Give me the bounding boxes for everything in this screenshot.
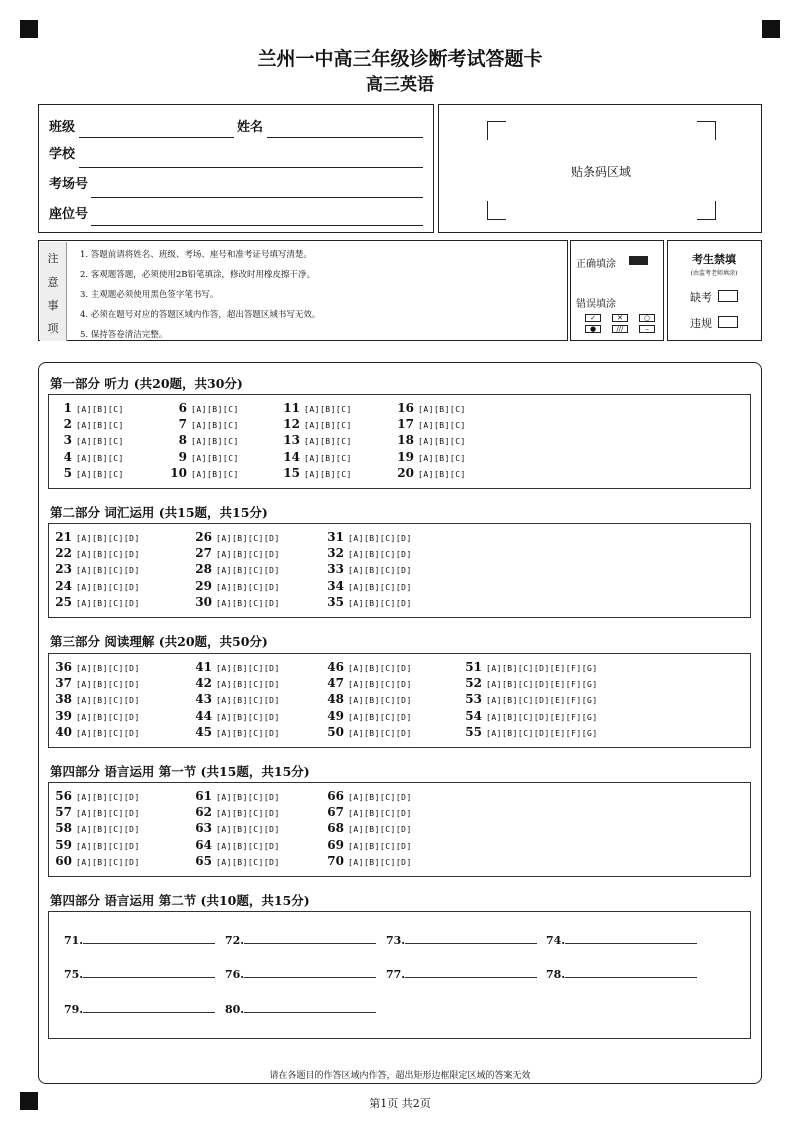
question-row (460, 676, 598, 690)
question-row (50, 433, 124, 447)
answer-options[interactable]: [A][B][C][D] (76, 712, 140, 722)
question-number: 15 (283, 465, 300, 480)
question-number: 28 (195, 562, 212, 577)
answer-options[interactable]: [A][B][C] (304, 437, 352, 447)
fill-blank[interactable] (225, 1002, 376, 1016)
fill-blank-line[interactable] (244, 1002, 376, 1013)
answer-options[interactable]: [A][B][C][D] (76, 825, 140, 835)
fill-blank-number: 76. (225, 968, 245, 981)
note-item: 5. 保持答卷清洁完整。 (80, 330, 168, 340)
question-number: 35 (327, 594, 344, 609)
question-number: 17 (397, 417, 414, 432)
question-number: 30 (195, 594, 212, 609)
fill-blank[interactable] (386, 967, 537, 981)
question-row (392, 417, 466, 431)
question-row (460, 660, 598, 674)
question-number: 62 (195, 805, 212, 820)
answer-options[interactable]: [A][B][C] (304, 421, 352, 431)
barcode-area (438, 104, 762, 233)
question-number: 16 (397, 401, 414, 415)
question-number: 67 (327, 805, 344, 820)
answer-options[interactable]: [A][B][C][D] (216, 680, 280, 690)
question-row (322, 530, 412, 544)
answer-options[interactable]: [A][B][C][D] (76, 696, 140, 706)
answer-options[interactable]: [A][B][C][D] (348, 534, 412, 543)
answer-options[interactable]: [A][B][C][D][E][F][G] (486, 696, 598, 706)
fill-blank-number: 73. (386, 934, 406, 947)
question-row (50, 450, 124, 464)
question-row (50, 546, 140, 560)
violation-checkbox[interactable] (718, 316, 738, 328)
question-number: 49 (327, 708, 344, 723)
question-row (50, 821, 140, 835)
question-number: 64 (195, 837, 212, 852)
question-row (278, 433, 352, 447)
answer-options[interactable]: [A][B][C][D] (76, 793, 140, 802)
fill-blank-line[interactable] (244, 933, 376, 944)
question-number: 36 (55, 660, 72, 674)
answer-options[interactable]: [A][B][C][D] (348, 825, 412, 835)
question-number: 50 (327, 724, 344, 739)
question-number: 52 (465, 676, 482, 691)
fill-blank-number: 72. (225, 934, 245, 947)
proctor-box (667, 240, 762, 341)
fill-blank-number: 71. (64, 934, 84, 947)
question-row (392, 433, 466, 447)
question-row (50, 725, 140, 739)
fill-blank-line[interactable] (83, 933, 215, 944)
question-number: 32 (327, 546, 344, 561)
section-title: 第四部分 语言运用 第二节 (共10题，共15分) (50, 893, 310, 908)
answer-options[interactable]: [A][B][C] (304, 453, 352, 463)
question-number: 10 (170, 465, 187, 480)
school-label: 学校 (49, 147, 76, 162)
question-number: 65 (195, 853, 212, 868)
answer-options[interactable]: [A][B][C][D] (216, 598, 280, 608)
cross-mark-icon: ✕ (612, 314, 628, 322)
question-number: 5 (63, 465, 72, 480)
question-number: 4 (63, 449, 72, 464)
question-row (50, 417, 124, 431)
answer-options[interactable]: [A][B][C][D] (216, 809, 280, 819)
notes-side-label: 注 意 事 项 (40, 242, 67, 341)
question-row (322, 676, 412, 690)
question-number: 31 (327, 530, 344, 544)
question-row (165, 417, 239, 431)
fill-blank[interactable] (64, 1002, 215, 1016)
answer-options[interactable]: [A][B][C][D] (76, 841, 140, 851)
answer-options[interactable]: [A][B][C][D] (216, 712, 280, 722)
answer-options[interactable]: [A][B][C] (191, 421, 239, 431)
question-number: 1 (63, 401, 72, 415)
violation-label: 违规 (690, 317, 712, 330)
question-row (190, 725, 280, 739)
wrong-fill-label: 错误填涂 (576, 299, 616, 310)
question-number: 22 (55, 546, 72, 561)
answer-options[interactable]: [A][B][C][D] (216, 582, 280, 592)
question-number: 59 (55, 837, 72, 852)
question-number: 43 (195, 692, 212, 707)
question-row (460, 692, 598, 706)
answer-options[interactable]: [A][B][C][D] (348, 857, 412, 867)
fill-blank-line[interactable] (83, 1002, 215, 1013)
answer-options[interactable]: [A][B][C][D][E][F][G] (486, 712, 598, 722)
question-row (190, 821, 280, 835)
question-number: 6 (178, 401, 187, 415)
answer-options[interactable]: [A][B][C] (191, 437, 239, 447)
answer-options[interactable]: [A][B][C][D] (348, 793, 412, 802)
question-number: 21 (55, 530, 72, 544)
question-row (392, 401, 466, 415)
class-field[interactable] (79, 137, 234, 138)
question-row (190, 709, 280, 723)
fill-blank[interactable] (546, 933, 697, 947)
question-number: 45 (195, 724, 212, 739)
question-number: 2 (63, 417, 72, 432)
question-number: 51 (465, 660, 482, 674)
answer-options[interactable]: [A][B][C][D] (348, 550, 412, 560)
section-title: 第二部分 词汇运用 (共15题，共15分) (50, 505, 268, 520)
question-number: 29 (195, 578, 212, 593)
fill-blank-number: 75. (64, 968, 84, 981)
question-row (50, 676, 140, 690)
answer-options[interactable]: [A][B][C][D] (216, 534, 280, 543)
question-row (322, 854, 412, 868)
question-row (165, 466, 239, 480)
question-row (50, 709, 140, 723)
question-number: 24 (55, 578, 72, 593)
answer-options[interactable]: [A][B][C][D] (216, 841, 280, 851)
fill-blank-number: 78. (546, 968, 566, 981)
question-row (190, 789, 280, 803)
question-row (190, 595, 280, 609)
registration-mark (762, 20, 780, 38)
footer-notice: 请在各题目的作答区域内作答，超出矩形边框限定区域的答案无效 (269, 1071, 531, 1081)
hatch-mark-icon: /// (612, 325, 628, 333)
answer-options[interactable]: [A][B][C][D] (76, 598, 140, 608)
proctor-sub: (由监考老师填涂) (690, 270, 738, 277)
question-row (322, 725, 412, 739)
question-row (190, 546, 280, 560)
fill-blank-number: 80. (225, 1003, 245, 1016)
question-number: 57 (55, 805, 72, 820)
question-number: 9 (178, 449, 187, 464)
fill-blank[interactable] (546, 967, 697, 981)
question-number: 11 (283, 401, 300, 415)
question-row (322, 789, 412, 803)
check-mark-icon: ✓ (585, 314, 601, 322)
answer-options[interactable]: [A][B][C][D] (76, 728, 140, 738)
question-row (322, 546, 412, 560)
question-number: 54 (465, 708, 482, 723)
student-info-box (38, 104, 434, 233)
question-number: 26 (195, 530, 212, 544)
answer-options[interactable]: [A][B][C][D] (348, 582, 412, 592)
answer-options[interactable]: [A][B][C][D] (76, 582, 140, 592)
question-row (190, 660, 280, 674)
question-row (190, 562, 280, 576)
seat-label: 座位号 (49, 207, 89, 222)
question-row (190, 579, 280, 593)
question-number: 46 (327, 660, 344, 674)
question-row (322, 660, 412, 674)
question-number: 37 (55, 676, 72, 691)
proctor-title: 考生禁填 (692, 253, 736, 266)
answer-options[interactable]: [A][B][C][D] (216, 857, 280, 867)
question-row (165, 450, 239, 464)
barcode-label: 贴条码区域 (570, 165, 631, 179)
fill-blank-number: 77. (386, 968, 406, 981)
question-number: 69 (327, 837, 344, 852)
answer-options[interactable]: [A][B][C][D] (216, 696, 280, 706)
question-number: 38 (55, 692, 72, 707)
question-row (190, 805, 280, 819)
answer-options[interactable]: [A][B][C][D][E][F][G] (486, 664, 598, 673)
note-item: 2. 客观题答题，必须使用2B铅笔填涂，修改时用橡皮擦干净。 (80, 270, 315, 280)
question-number: 3 (63, 433, 72, 448)
question-number: 68 (327, 821, 344, 836)
fill-blank-number: 79. (64, 1003, 84, 1016)
answer-options[interactable]: [A][B][C] (418, 437, 466, 447)
question-row (190, 530, 280, 544)
answer-options[interactable]: [A][B][C] (418, 421, 466, 431)
question-row (190, 676, 280, 690)
correct-fill-sample (629, 256, 648, 265)
answer-options[interactable]: [A][B][C][D] (348, 712, 412, 722)
question-row (322, 805, 412, 819)
question-number: 23 (55, 562, 72, 577)
dot-mark-icon: ● (585, 325, 601, 333)
page-title: 兰州一中高三年级诊断考试答题卡 (257, 48, 543, 70)
question-row (278, 466, 352, 480)
answer-options[interactable]: [A][B][C][D] (216, 664, 280, 673)
question-row (322, 562, 412, 576)
question-number: 39 (55, 708, 72, 723)
question-row (278, 417, 352, 431)
answer-options[interactable]: [A][B][C] (76, 469, 124, 479)
note-item: 1. 答题前请将姓名、班级、考场、座号和准考证号填写清楚。 (80, 250, 312, 260)
question-number: 56 (55, 789, 72, 803)
answer-options[interactable]: [A][B][C][D] (76, 534, 140, 543)
fill-example-box (570, 240, 664, 341)
answer-options[interactable]: [A][B][C][D] (76, 857, 140, 867)
answer-options[interactable]: [A][B][C][D] (216, 550, 280, 560)
question-number: 60 (55, 853, 72, 868)
question-row (165, 433, 239, 447)
question-row (50, 562, 140, 576)
absent-checkbox[interactable] (718, 290, 738, 302)
question-row (165, 401, 239, 415)
answer-options[interactable]: [A][B][C] (76, 405, 124, 414)
note-item: 4. 必须在题号对应的答题区域内作答，超出答题区域书写无效。 (80, 310, 321, 320)
question-number: 33 (327, 562, 344, 577)
question-number: 53 (465, 692, 482, 707)
fill-blank[interactable] (64, 967, 215, 981)
fill-blank-line[interactable] (244, 967, 376, 978)
question-number: 48 (327, 692, 344, 707)
name-field[interactable] (267, 137, 423, 138)
answer-options[interactable]: [A][B][C][D] (348, 841, 412, 851)
question-number: 58 (55, 821, 72, 836)
question-row (50, 805, 140, 819)
question-number: 63 (195, 821, 212, 836)
question-row (50, 401, 124, 415)
question-number: 12 (283, 417, 300, 432)
answer-options[interactable]: [A][B][C][D] (348, 728, 412, 738)
registration-mark (20, 20, 38, 38)
fill-blank-line[interactable] (405, 967, 537, 978)
answer-options[interactable]: [A][B][C] (304, 405, 352, 414)
page-subtitle: 高三英语 (366, 75, 434, 95)
answer-options[interactable]: [A][B][C][D] (348, 680, 412, 690)
answer-options[interactable]: [A][B][C][D] (348, 566, 412, 576)
section-title: 第三部分 阅读理解 (共20题，共50分) (50, 634, 268, 649)
answer-options[interactable]: [A][B][C][D] (76, 550, 140, 560)
answer-options[interactable]: [A][B][C][D] (216, 566, 280, 576)
question-number: 34 (327, 578, 344, 593)
room-field[interactable] (91, 197, 423, 198)
answer-options[interactable]: [A][B][C] (304, 469, 352, 479)
question-number: 7 (178, 417, 187, 432)
answer-options[interactable]: [A][B][C] (76, 437, 124, 447)
question-number: 20 (397, 465, 414, 480)
answer-options[interactable]: [A][B][C][D][E][F][G] (486, 680, 598, 690)
answer-options[interactable]: [A][B][C] (418, 469, 466, 479)
question-row (392, 466, 466, 480)
answer-options[interactable]: [A][B][C] (191, 469, 239, 479)
question-row (50, 838, 140, 852)
question-row (50, 530, 140, 544)
question-number: 44 (195, 708, 212, 723)
question-row (322, 579, 412, 593)
question-row (322, 838, 412, 852)
answer-options[interactable]: [A][B][C][D] (216, 825, 280, 835)
question-row (50, 466, 124, 480)
note-item: 3. 主观题必须使用黑色签字笔书写。 (80, 290, 219, 300)
question-number: 18 (397, 433, 414, 448)
answer-options[interactable]: [A][B][C] (191, 405, 239, 414)
question-row (278, 401, 352, 415)
question-number: 42 (195, 676, 212, 691)
question-row (190, 854, 280, 868)
answer-options[interactable]: [A][B][C][D] (76, 566, 140, 576)
section-title: 第四部分 语言运用 第一节 (共15题，共15分) (50, 764, 310, 779)
question-number: 61 (195, 789, 212, 803)
correct-fill-label: 正确填涂 (576, 259, 616, 270)
question-number: 47 (327, 676, 344, 691)
answer-options[interactable]: [A][B][C][D] (348, 598, 412, 608)
page-number: 第1页 共2页 (369, 1097, 431, 1110)
seat-field[interactable] (91, 225, 423, 226)
question-number: 70 (327, 853, 344, 868)
question-number: 41 (195, 660, 212, 674)
answer-options[interactable]: [A][B][C][D] (76, 664, 140, 673)
question-number: 27 (195, 546, 212, 561)
question-row (50, 579, 140, 593)
answer-options[interactable]: [A][B][C] (76, 421, 124, 431)
question-number: 19 (397, 449, 414, 464)
question-row (50, 595, 140, 609)
fill-blank-line[interactable] (565, 933, 697, 944)
question-row (50, 789, 140, 803)
question-number: 8 (178, 433, 187, 448)
answer-options[interactable]: [A][B][C][D] (348, 809, 412, 819)
answer-options[interactable]: [A][B][C][D] (348, 664, 412, 673)
answer-options[interactable]: [A][B][C] (76, 453, 124, 463)
question-row (50, 660, 140, 674)
absent-label: 缺考 (690, 291, 712, 304)
answer-options[interactable]: [A][B][C][D] (76, 680, 140, 690)
fill-blank-number: 74. (546, 934, 566, 947)
question-row (190, 838, 280, 852)
question-number: 13 (283, 433, 300, 448)
question-row (322, 595, 412, 609)
answer-options[interactable]: [A][B][C][D] (76, 809, 140, 819)
section-title: 第一部分 听力 (共20题，共30分) (50, 376, 243, 391)
fill-blank[interactable] (64, 933, 215, 947)
question-row (460, 709, 598, 723)
answer-options[interactable]: [A][B][C] (418, 405, 466, 414)
class-label: 班级 (49, 120, 76, 135)
question-number: 14 (283, 449, 300, 464)
name-label: 姓名 (237, 120, 264, 135)
fill-blank[interactable] (386, 933, 537, 947)
question-number: 55 (465, 724, 482, 739)
question-row (460, 725, 598, 739)
question-row (190, 692, 280, 706)
dash-mark-icon: – (639, 325, 655, 333)
room-label: 考场号 (49, 177, 89, 192)
school-field[interactable] (79, 167, 423, 168)
question-row (392, 450, 466, 464)
question-row (50, 854, 140, 868)
question-number: 40 (55, 724, 72, 739)
fill-blank-line[interactable] (83, 967, 215, 978)
answer-options[interactable]: [A][B][C][D] (216, 728, 280, 738)
fill-blank-line[interactable] (405, 933, 537, 944)
answer-options[interactable]: [A][B][C] (191, 453, 239, 463)
question-row (322, 709, 412, 723)
answer-options[interactable]: [A][B][C][D] (216, 793, 280, 802)
question-number: 66 (327, 789, 344, 803)
answer-options[interactable]: [A][B][C][D][E][F][G] (486, 728, 598, 738)
fill-blank[interactable] (225, 933, 376, 947)
fill-blank[interactable] (225, 967, 376, 981)
question-row (322, 821, 412, 835)
question-row (278, 450, 352, 464)
fill-blank-line[interactable] (565, 967, 697, 978)
answer-options[interactable]: [A][B][C] (418, 453, 466, 463)
circle-mark-icon: ○ (639, 314, 655, 322)
question-row (322, 692, 412, 706)
question-row (50, 692, 140, 706)
answer-options[interactable]: [A][B][C][D] (348, 696, 412, 706)
question-number: 25 (55, 594, 72, 609)
